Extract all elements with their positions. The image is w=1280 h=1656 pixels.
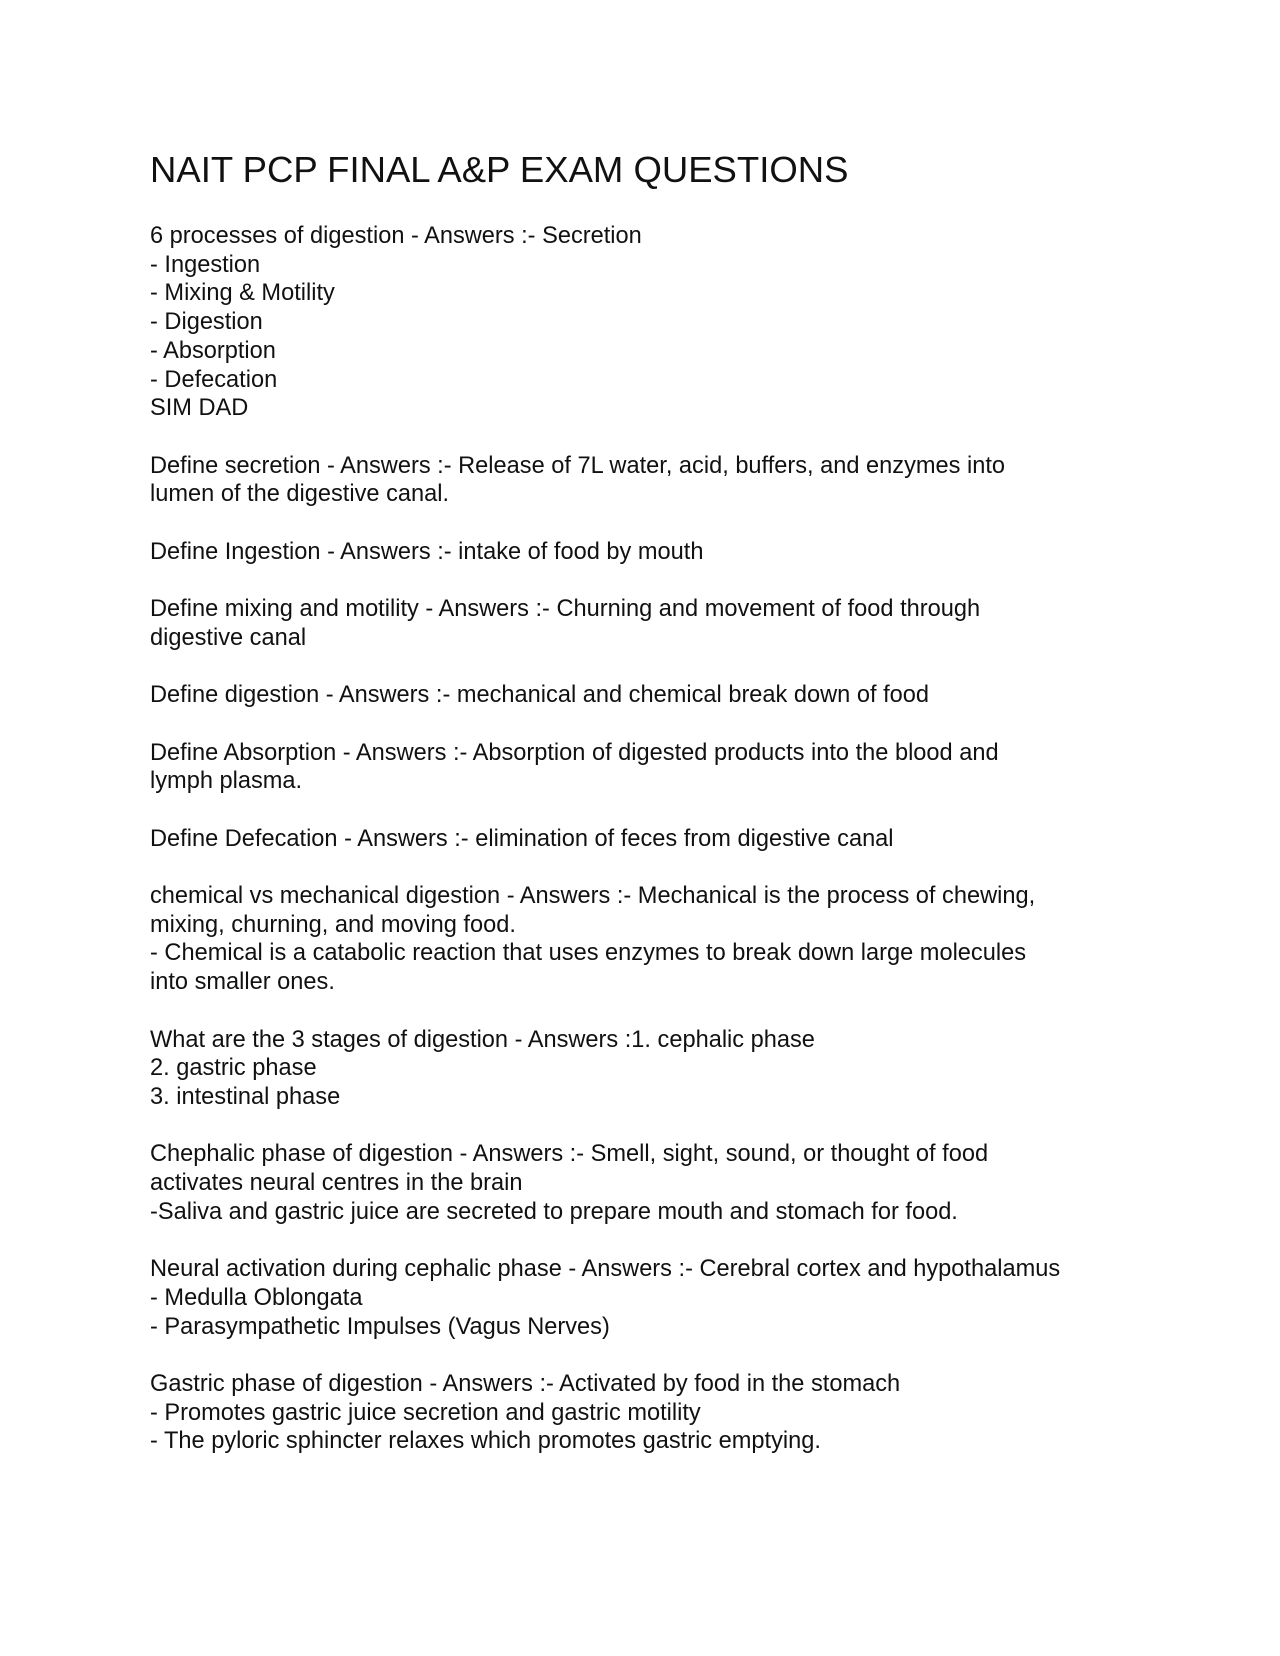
qa-line: - Promotes gastric juice secretion and gastric motility [150, 1399, 701, 1426]
qa-line: -Saliva and gastric juice are secreted to prepare mouth and stomach for food. [150, 1198, 958, 1225]
qa-line: Define Ingestion - Answers :- intake of food by mouth [150, 538, 704, 565]
qa-line: Define Absorption - Answers :- Absorption of digested products into the blood and [150, 739, 999, 766]
qa-line: 6 processes of digestion - Answers :- Secretion [150, 223, 642, 249]
qa-line: What are the 3 stages of digestion - Answers :1. cephalic phase [150, 1026, 815, 1053]
qa-item [150, 882, 1150, 997]
qa-line: Neural activation during cephalic phase - Answers :- Cerebral cortex and hypothalamus [150, 1256, 1061, 1283]
qa-item [150, 681, 1150, 710]
qa-line: lymph plasma. [150, 768, 303, 795]
qa-item [150, 1255, 1150, 1341]
qa-line: chemical vs mechanical digestion - Answers :- Mechanical is the process of chewing, [150, 883, 1036, 910]
qa-item [150, 1026, 1150, 1112]
qa-line: - Mixing & Motility [150, 280, 335, 307]
document-title: NAIT PCP FINAL A&P EXAM QUESTIONS [150, 149, 849, 190]
qa-line: Gastric phase of digestion - Answers :- Activated by food in the stomach [150, 1370, 901, 1397]
qa-item [150, 538, 1150, 567]
qa-line: into smaller ones. [150, 969, 335, 996]
qa-item [150, 452, 1150, 509]
qa-line: Define mixing and motility - Answers :- Churning and movement of food through [150, 596, 981, 623]
qa-line: digestive canal [150, 624, 307, 651]
qa-item [150, 1140, 1150, 1226]
qa-line: - Medulla Oblongata [150, 1284, 363, 1311]
qa-line: - Parasympathetic Impulses (Vagus Nerves) [150, 1313, 610, 1340]
qa-line: activates neural centres in the brain [150, 1170, 523, 1197]
qa-item [150, 739, 1150, 796]
qa-line: Chephalic phase of digestion - Answers :- Smell, sight, sound, or thought of food [150, 1141, 989, 1168]
qa-line: lumen of the digestive canal. [150, 481, 450, 508]
qa-line: 2. gastric phase [150, 1055, 317, 1082]
qa-line: Define digestion - Answers :- mechanical and chemical break down of food [150, 682, 930, 709]
qa-item [150, 595, 1150, 652]
qa-list [150, 222, 1150, 1485]
qa-line: 3. intestinal phase [150, 1083, 341, 1110]
qa-line: - Absorption [150, 337, 276, 364]
qa-line: Define secretion - Answers :- Release of 7L water, acid, buffers, and enzymes into [150, 452, 1006, 479]
qa-line: - Digestion [150, 309, 263, 336]
qa-line: - Chemical is a catabolic reaction that uses enzymes to break down large molecules [150, 940, 1027, 967]
qa-item [150, 222, 1150, 423]
qa-item [150, 825, 1150, 854]
qa-line: SIM DAD [150, 395, 249, 422]
qa-line: - Defecation [150, 366, 278, 393]
qa-line: - Ingestion [150, 251, 261, 278]
qa-line: mixing, churning, and moving food. [150, 911, 516, 938]
qa-line: - The pyloric sphincter relaxes which promotes gastric emptying. [150, 1428, 821, 1455]
qa-item [150, 1370, 1150, 1456]
qa-line: Define Defecation - Answers :- elimination of feces from digestive canal [150, 825, 894, 852]
